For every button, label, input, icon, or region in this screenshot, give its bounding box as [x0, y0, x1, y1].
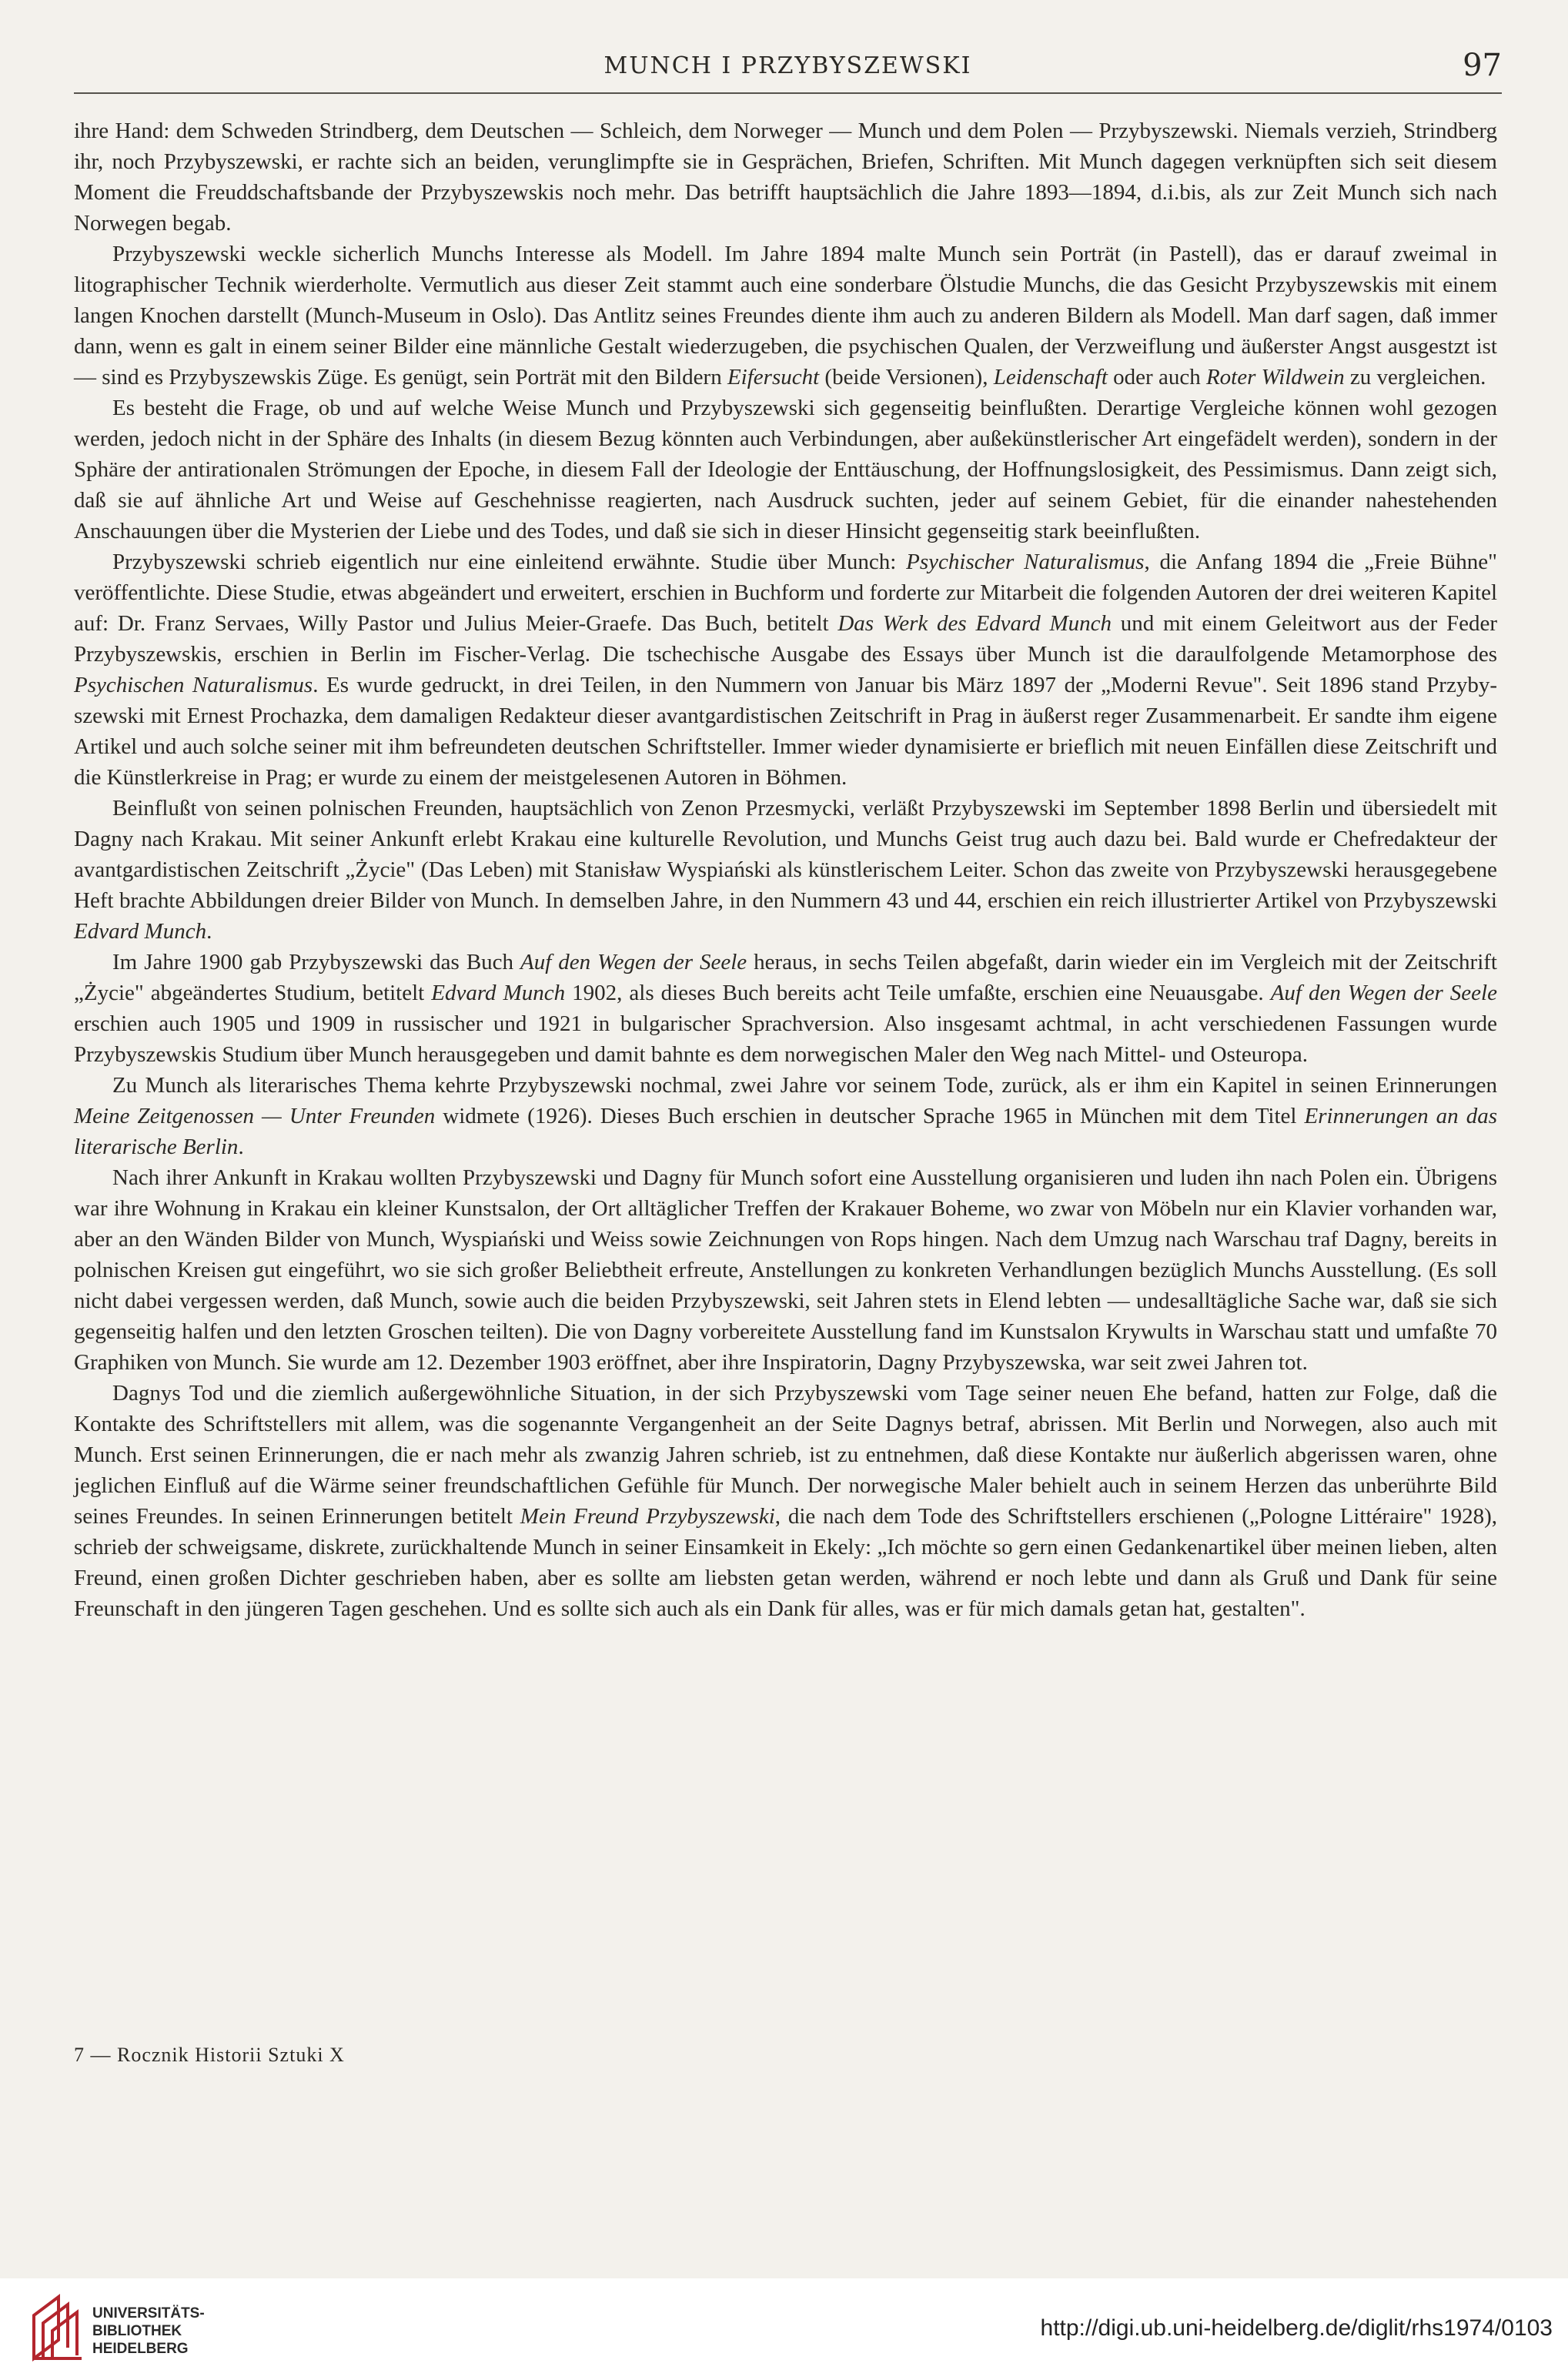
paragraph: Przybyszewski schrieb eigentlich nur eine einleitend erwähnte. Studie über Munch: Psychischer Naturalismus, die Anfang 1894 die „Freie Bühne" veröffentlichte. Diese Studie, etwas abgeändert und erweitert, erschien in Buchform und forderte zur Mitarbeit die folgenden Autoren der drei weiteren Kapitel auf: Dr. Franz Servaes, Willy Pastor und Julius Meier-Graefe. Das Buch, betitelt Das Werk des Edvard Munch und mit einem Geleitwort aus der Feder Przybyszewskis, erschien in Berlin im Fischer-Verlag. Die tschechische Ausgabe des Essays über Munch ist die daraulfolgende Metamorphose des Psychischen Naturalismus. Es wurde gedruckt, in drei Teilen, in den Nummern von Januar bis März 1897 der „Moderni Revue". Seit 1896 stand Przybyszewski mit Ernest Prochazka, dem damaligen Redakteur dieser avantgardistischen Zeitschrift in Prag in äußerst reger Zusammenarbeit. Er sandte ihm eigene Artikel und auch solche seiner mit ihm befreundeten deutschen Schriftsteller. Immer wieder dynamisierte er brieflich mit neuen Einfällen diese Zeitschrift und die Künstlerkreise in Prag; er wurde zu einem der meistgelesenen Autoren in Böhmen.: [74, 550, 1497, 790]
library-logo-icon: [28, 2292, 88, 2362]
work-title: Mein Freund Przybyszewski: [520, 1504, 775, 1529]
footnote-signature: 7 — Rocznik Historii Sztuki X: [74, 2044, 345, 2066]
running-header: [74, 46, 1502, 94]
paragraph: Im Jahre 1900 gab Przybyszewski das Buch Auf den Wegen der Seele heraus, in sechs Teilen abgefaßt, darin wieder ein im Vergleich mit der Zeitschrift „Życie" abgeändertes Studium, betitelt Edvard Munch 1902, als dieses Buch bereits acht Teile umfaßte, erschien eine Neuausgabe. Auf den Wegen der Seele erschien auch 1905 und 1909 in russischer und 1921 in bulgarischer Sprachversion. Also insgesamt achtmal, in acht verschiedenen Fassungen wurde Przybyszewskis Studium über Munch herausgegeben und damit bahnte es dem norwegischen Maler den Weg nach Mittel- und Osteuropa.: [74, 950, 1497, 1067]
work-title: Edvard Munch: [431, 981, 566, 1005]
paragraph: Dagnys Tod und die ziemlich außergewöhnliche Situation, in der sich Przybyszewski vom Tage seiner neuen Ehe befand, hatten zur Folge, daß die Kontakte des Schriftstellers mit allem, was die sogenannte Vergangenheit an der Seite Dagnys betraf, abrissen. Mit Berlin und Norwegen, also auch mit Munch. Erst seinen Erinnerungen, die er nach mehr als zwanzig Jahren schrieb, ist zu entnehmen, daß diese Kontakte nur äußerlich abgerissen waren, ohne jeglichen Einfluß auf die Wärme seiner freundschaftlichen Gefühle für Munch. Der norwegische Maler behielt auch in seinem Herzen das unberührte Bild seines Freundes. In seinen Erinnerungen betitelt Mein Freund Przybyszewski, die nach dem Tode des Schriftstellers erschienen („Pologne Littéraire" 1928), schrieb der schweigsame, diskrete, zurückhaltende Munch in seiner Einsamkeit in Ekely: „Ich möchte so gern einen Gedankenartikel über meinen lieben, alten Freund, einen großen Dichter geschrieben haben, aber es sollte am liebsten getan werden, während er noch lebte und dann als Gruß und Dank für seine Freunschaft in den jüngeren Tagen geschehen. Und es sollte sich auch als ein Dank für alles, was er für mich damals getan hat, gestalten".: [74, 1381, 1497, 1621]
work-title: Psychischen Naturalismus: [74, 673, 313, 697]
work-title: Auf den Wegen der Seele: [520, 950, 747, 974]
running-title: MUNCH I PRZYBYSZEWSKI: [603, 52, 972, 79]
source-url-link[interactable]: http://digi.ub.uni-heidelberg.de/diglit/rhs1974/0103: [1040, 2315, 1553, 2341]
work-title: Das Werk des Edvard Munch: [837, 611, 1112, 636]
library-name: UNIVERSITÄTS- BIBLIOTHEK HEIDELBERG: [92, 2305, 205, 2357]
work-title: Eifersucht: [727, 365, 820, 389]
work-title: Erinnerungen an das literarische Berlin: [74, 1104, 1497, 1159]
article-body: [74, 115, 1497, 1624]
paragraph: Zu Munch als literarisches Thema kehrte Przybyszewski nochmal, zwei Jahre vor seinem Tode, zurück, als er ihm ein Kapitel in seinen Erinnerungen Meine Zeitgenossen — Unter Freunden widmete (1926). Dieses Buch erschien in deutscher Sprache 1965 in München mit dem Titel Erinnerungen an das literarische Berlin.: [74, 1073, 1497, 1159]
paragraph: Przybyszewski weckle sicherlich Munchs Interesse als Modell. Im Jahre 1894 malte Munch sein Porträt (in Pastell), das er darauf zweimal in litographischer Technik wierderholte. Vermutlich aus dieser Zeit stammt auch eine sonderbare Ölstudie Munchs, die das Gesicht Przybyszewskis mit einem langen Knochen darstellt (Munch-Museum in Oslo). Das Antlitz seines Freundes diente ihm auch zu anderen Bildern als Modell. Man darf sagen, daß immer dann, wenn es galt in einem seiner Bilder eine männliche Gestalt wiederzugeben, die psychischen Qualen, der Verzweiflung und äußerster Angst ausgestzt ist — sind es Przybyszewskis Züge. Es genügt, sein Porträt mit den Bildern Eifersucht (beide Versionen), Leidenschaft oder auch Roter Wildwein zu vergleichen.: [74, 242, 1497, 389]
work-title: Auf den Wegen der Seele: [1270, 981, 1497, 1005]
paragraph: Es besteht die Frage, ob und auf welche Weise Munch und Przybyszewski sich gegenseitig beinflußten. Derartige Vergleiche können wohl gezogen werden, jedoch nicht in der Sphäre des Inhalts (in diesem Bezug könnten auch Verbindungen, aber außekünstlerischer Art eingefädelt werden), sondern in der Sphäre der antirationalen Strömungen der Epoche, in diesem Fall der Ideologie der Enttäuschung, der Hoffnungslosigkeit, des Pessimismus. Dann zeigt sich, daß sie auf ähnliche Art und Weise auf Geschehnisse reagierten, nach Ausdruck suchten, jeder auf seinem Gebiet, für die einander nahestehenden Anschauungen über die Mysterien der Liebe und des Todes, und daß sie sich in dieser Hinsicht gegenseitig stark beeinflußten.: [74, 396, 1497, 543]
paragraph: ihre Hand: dem Schweden Strindberg, dem Deutschen — Schleich, dem Norweger — Munch und dem Polen — Przybyszewski. Niemals verzieh, Strindberg ihr, noch Przybyszewski, er rachte sich an beiden, verunglimpfte sie in Gesprächen, Briefen, Schriften. Mit Munch dagegen verknüpften sich seit diesem Moment die Freuddschaftsbande der Przybyszewskis noch mehr. Das betrifft hauptsächlich die Jahre 1893—1894, d.i.bis, als zur Zeit Munch sich nach Norwegen begab.: [74, 119, 1497, 236]
work-title: Edvard Munch: [74, 919, 207, 944]
page-number: 97: [1463, 48, 1502, 83]
work-title: Meine Zeitgenossen — Unter Freunden: [74, 1104, 436, 1128]
work-title: Psychischer Naturalismus: [906, 550, 1145, 574]
digitization-footer: [0, 2278, 1568, 2380]
work-title: Leidenschaft: [993, 365, 1108, 389]
work-title: Roter Wildwein: [1205, 365, 1345, 389]
paragraph: Nach ihrer Ankunft in Krakau wollten Przybyszewski und Dagny für Munch sofort eine Ausstellung organisieren und luden ihn nach Polen ein. Übrigens war ihre Wohnung in Krakau ein kleiner Kunstsalon, der Ort alltäglicher Treffen der Krakauer Boheme, wo zwar von Möbeln nur ein Klavier vorhanden war, aber an den Wänden Bilder von Munch, Wyspiański und Weiss sowie Zeichnungen von Rops hingen. Nach dem Umzug nach Warschau traf Dagny, bereits in polnischen Kreisen gut eingeführt, wo sie sich großer Beliebtheit erfreute, Anstellungen zu konkreten Verhandlungen bezüglich Munchs Ausstellung. (Es soll nicht dabei vergessen werden, daß Munch, sowie auch die beiden Przybyszewski, seit Jahren stets in Elend lebten — undesalltägliche Sache war, daß sie sich gegenseitig halfen und den letzten Groschen teilten). Die von Dagny vorbereitete Ausstellung fand im Kunstsalon Krywults in Warschau statt und umfaßte 70 Graphiken von Munch. Sie wurde am 12. Dezember 1903 eröffnet, aber ihre Inspiratorin, Dagny Przybyszewska, war seit zwei Jahren tot.: [74, 1165, 1497, 1375]
paragraph: Beinflußt von seinen polnischen Freunden, hauptsächlich von Zenon Przesmycki, verläßt Przybyszewski im September 1898 Berlin und übersiedelt mit Dagny nach Krakau. Mit seiner Ankunft erlebt Krakau eine kulturelle Revolution, und Munchs Geist trug auch dazu bei. Bald wurde er Chefredakteur der avantgardistischen Zeitschrift „Życie" (Das Leben) mit Stanisław Wyspiański als künstlerischem Leiter. Schon das zweite von Przybyszewski herausgegebene Heft brachte Abbildungen dreier Bilder von Munch. In demselben Jahre, in den Nummern 43 und 44, erschien ein reich illustrierter Artikel von Przybyszewski Edvard Munch.: [74, 796, 1497, 944]
